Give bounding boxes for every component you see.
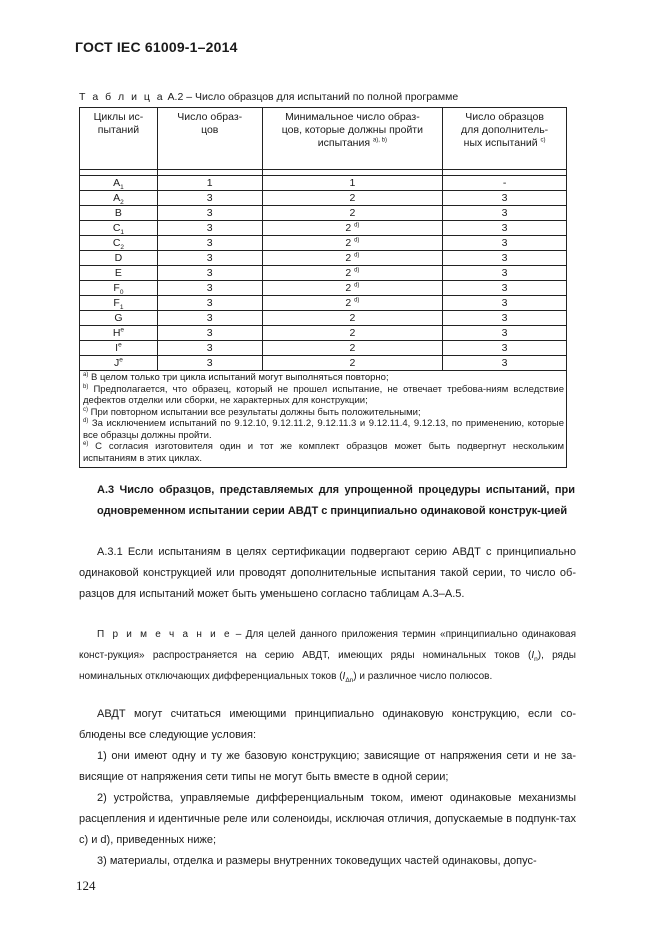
min-samples-cell <box>262 326 443 341</box>
min-samples-cell <box>262 266 443 281</box>
cycle-cell <box>80 356 158 371</box>
table-row <box>80 251 567 266</box>
samples-count-cell: 3 <box>157 206 262 221</box>
min-samples-footnote-ref: d) <box>354 237 360 243</box>
min-samples-value: 2 <box>349 206 356 219</box>
cycle-label: A <box>113 191 121 204</box>
footnote-text: Предполагается, что образец, который не прошел испытание, не отвечает требова-ниям вследствие дефектов отделки или сборки, не характерных для конструкции; <box>83 383 564 406</box>
cycle-cell <box>80 176 158 191</box>
min-samples-footnote-ref: d) <box>354 252 360 258</box>
table-footnotes-row <box>80 371 567 468</box>
min-samples-cell <box>262 356 443 371</box>
min-samples-cell <box>262 206 443 221</box>
samples-table <box>79 107 567 468</box>
extra-samples-cell: 3 <box>443 206 567 221</box>
paragraph-conditions: АВДТ могут считаться имеющими принципиально одинаковую конструкцию, если со-блюдены все следующие условия: <box>79 708 576 741</box>
table-row <box>80 326 567 341</box>
cycle-subscript: 1 <box>119 303 124 311</box>
min-samples-footnote-ref: d) <box>354 282 360 288</box>
table-footnote <box>83 407 564 419</box>
footnote-mark: c) <box>83 406 88 413</box>
note-text-1: – Для целей данного приложения термин «принципиально одинаковая конст-рукция» распространяется на серию АВДТ, имеющих ряды номинальных токов ( <box>79 629 576 661</box>
extra-samples-cell: 3 <box>443 296 567 311</box>
footnote-text: С согласия изготовителя один и тот же комплект образцов может быть подвергнут нескольким испытаниям в этих циклах. <box>83 441 564 464</box>
table-footnote <box>83 372 564 384</box>
table-row <box>80 206 567 221</box>
cycle-cell <box>80 221 158 236</box>
cycle-subscript: 1 <box>120 183 124 191</box>
min-samples-value: 2 <box>345 236 352 249</box>
current-symbol-sub: n <box>534 656 538 663</box>
samples-count-cell: 1 <box>157 176 262 191</box>
note <box>79 624 576 687</box>
cycle-label: D <box>114 251 123 264</box>
table-caption-text: А.2 – Число образцов для испытаний по полной программе <box>164 91 459 103</box>
min-samples-cell <box>262 281 443 296</box>
table-row <box>80 311 567 326</box>
table-row <box>80 356 567 371</box>
min-samples-cell <box>262 191 443 206</box>
cycle-label: B <box>114 206 122 219</box>
table-row <box>80 191 567 206</box>
table-row <box>80 281 567 296</box>
min-samples-value: 2 <box>349 311 356 324</box>
min-samples-value: 2 <box>345 251 352 264</box>
min-samples-value: 1 <box>349 176 356 189</box>
min-samples-footnote-ref: d) <box>354 222 360 228</box>
samples-count-cell: 3 <box>157 281 262 296</box>
header-cell: Циклы ис- пытаний <box>80 108 158 170</box>
header-cell: Число образ- цов <box>157 108 262 170</box>
footnote-text: В целом только три цикла испытаний могут выполняться повторно; <box>88 372 389 383</box>
cycle-label: I <box>115 341 119 354</box>
samples-count-cell: 3 <box>157 341 262 356</box>
cycle-label: H <box>112 326 121 339</box>
cycle-label: F <box>113 281 120 294</box>
cycle-subscript: 0 <box>119 288 124 296</box>
cycle-label: E <box>114 266 122 279</box>
cycle-label: C <box>112 236 121 249</box>
extra-samples-cell: 3 <box>443 281 567 296</box>
cycle-subscript: 1 <box>120 228 125 236</box>
table-row <box>80 296 567 311</box>
cycle-footnote-ref: e <box>119 356 123 363</box>
extra-samples-cell: 3 <box>443 311 567 326</box>
min-samples-cell <box>262 176 443 191</box>
cycle-footnote-ref: e <box>120 326 125 333</box>
header-cell: Минимальное число образ- цов, которые должны пройти испытания $^{a), b)}$ <box>262 108 443 170</box>
cycle-label: A <box>113 176 121 189</box>
current-symbol: I <box>531 650 535 661</box>
residual-current-symbol: I <box>342 671 346 682</box>
min-samples-cell <box>262 251 443 266</box>
samples-count-cell: 3 <box>157 191 262 206</box>
table-header-row <box>80 108 567 170</box>
cycle-footnote-ref: e <box>118 341 122 348</box>
samples-count-cell: 3 <box>157 266 262 281</box>
min-samples-value: 2 <box>349 341 356 354</box>
cycle-cell <box>80 341 158 356</box>
extra-samples-cell: 3 <box>443 326 567 341</box>
footnote-text: За исключением испытаний по 9.12.10, 9.12.11.2, 9.12.11.3 и 9.12.11.4, 9.12.13, по применению, которые все образцы должны пройти. <box>83 418 564 441</box>
table-caption <box>79 91 458 103</box>
extra-samples-cell: 3 <box>443 221 567 236</box>
samples-count-cell: 3 <box>157 311 262 326</box>
cycle-cell <box>80 251 158 266</box>
table-row <box>80 266 567 281</box>
extra-samples-cell: 3 <box>443 266 567 281</box>
footnote-text: При повторном испытании все результаты должны быть положительными; <box>88 406 421 418</box>
min-samples-value: 2 <box>349 191 356 204</box>
min-samples-cell <box>262 341 443 356</box>
extra-samples-cell: - <box>443 176 567 191</box>
cycle-cell <box>80 206 158 221</box>
min-samples-value: 2 <box>345 221 352 234</box>
extra-samples-cell: 3 <box>443 191 567 206</box>
samples-count-cell: 3 <box>157 296 262 311</box>
table-footnote <box>83 418 564 441</box>
cycle-label: F <box>113 296 120 309</box>
min-samples-cell <box>262 236 443 251</box>
condition-item: 3) материалы, отделка и размеры внутренних токоведущих частей одинаковы, допус- <box>97 855 537 867</box>
table-footnote <box>83 441 564 464</box>
extra-samples-cell: 3 <box>443 356 567 371</box>
samples-count-cell: 3 <box>157 236 262 251</box>
samples-count-cell: 3 <box>157 356 262 371</box>
cycle-cell <box>80 266 158 281</box>
page-number: 124 <box>76 878 96 893</box>
footnote-mark: b) <box>83 383 89 390</box>
cycle-cell <box>80 281 158 296</box>
paragraph-a31: А.3.1 Если испытаниям в целях сертификации подвергают серию АВДТ с принципиально одинаковой конструкцией или проводят дополнительные испытания такой серии, то число об-разцов для испытаний может быть уменьшено согласно таблицам А.3–А.5. <box>79 546 576 600</box>
cycle-cell <box>80 311 158 326</box>
footnote-mark: d) <box>83 417 89 424</box>
samples-count-cell: 3 <box>157 326 262 341</box>
samples-count-cell: 3 <box>157 221 262 236</box>
condition-item: 1) они имеют одну и ту же базовую конструкцию; зависящие от напряжения сети и не за-висящие от напряжения сети типы не могут быть вместе в одной серии; <box>79 750 576 783</box>
table-row <box>80 236 567 251</box>
min-samples-cell <box>262 221 443 236</box>
extra-samples-cell: 3 <box>443 251 567 266</box>
min-samples-footnote-ref: d) <box>354 267 360 273</box>
min-samples-cell <box>262 311 443 326</box>
table-row <box>80 341 567 356</box>
note-text-3: ) и различное число полюсов. <box>353 671 493 682</box>
cycle-label: G <box>114 311 123 324</box>
cycle-subscript: 2 <box>120 243 125 251</box>
min-samples-footnote-ref: d) <box>354 297 360 303</box>
min-samples-cell <box>262 296 443 311</box>
min-samples-value: 2 <box>345 281 352 294</box>
cycle-cell <box>80 296 158 311</box>
note-label: П р и м е ч а н и е <box>97 629 232 640</box>
footnote-mark: e) <box>83 440 89 447</box>
footnote-mark: a) <box>83 371 89 378</box>
cycle-label: C <box>112 221 121 234</box>
samples-count-cell: 3 <box>157 251 262 266</box>
note-text-2: ), ряды номинальных отключающих дифференциальных токов ( <box>79 650 576 682</box>
residual-current-symbol-sub: Δn <box>345 677 354 684</box>
cycle-cell <box>80 326 158 341</box>
condition-item: 2) устройства, управляемые дифференциальным током, имеют одинаковые механизмы расцепления и идентичные реле или соленоиды, исключая отличия, допускаемые в подпунк-тах c) и d), приведенных ниже; <box>79 792 576 846</box>
min-samples-value: 2 <box>349 356 356 369</box>
table-caption-prefix: Т а б л и ц а <box>79 91 165 103</box>
header-footnote-ref: c) <box>540 137 546 144</box>
table-footnotes <box>80 371 567 468</box>
header-footnote-ref: a), b) <box>372 137 387 144</box>
section-heading: А.3 Число образцов, представляемых для упрощенной процедуры испытаний, при одновременном испытании серии АВДТ с принципиально одинаковой конструк-цией <box>97 484 575 517</box>
extra-samples-cell: 3 <box>443 341 567 356</box>
min-samples-value: 2 <box>349 326 356 339</box>
cycle-label: J <box>113 356 120 369</box>
table-row <box>80 221 567 236</box>
min-samples-value: 2 <box>345 266 352 279</box>
cycle-cell <box>80 191 158 206</box>
header-cell: Число образцов для дополнитель- ных испытаний $^{c)}$ <box>443 108 567 170</box>
table-footnote <box>83 384 564 407</box>
table-row <box>80 176 567 191</box>
cycle-subscript: 2 <box>120 198 124 206</box>
extra-samples-cell: 3 <box>443 236 567 251</box>
min-samples-value: 2 <box>345 296 352 309</box>
document-header: ГОСТ IEC 61009-1–2014 <box>75 39 238 55</box>
cycle-cell <box>80 236 158 251</box>
